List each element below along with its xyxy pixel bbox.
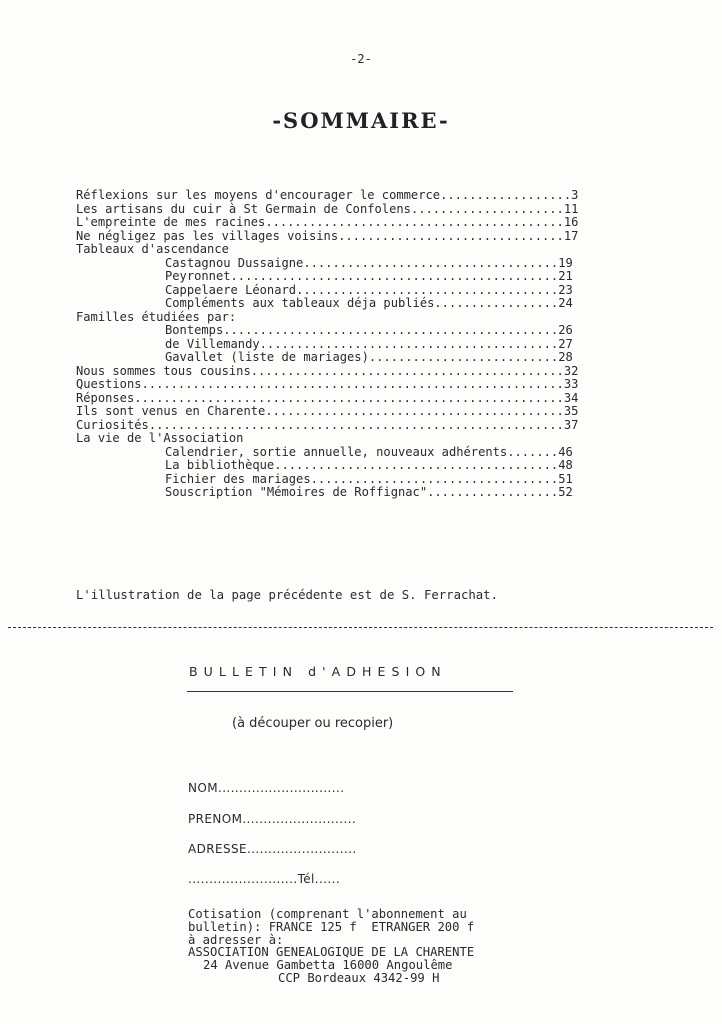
toc-entry-title: Réflexions sur les moyens d'encourager le commerce (76, 188, 441, 202)
toc-entry-title: Bontemps (165, 323, 224, 337)
dot-leader: .................................. (310, 471, 559, 486)
dot-leader: ........................................... (250, 363, 564, 378)
dot-leader: .......................... (368, 350, 559, 364)
toc-entry-title: Gavallet (liste de mariages) (165, 350, 369, 364)
cotisation-line: Cotisation (comprenant l'abonnement au (188, 907, 467, 921)
association-ccp: CCP Bordeaux 4342-99 H (278, 970, 440, 985)
toc-entry (76, 473, 616, 487)
toc-entry (76, 446, 616, 460)
toc-entry-page: 21 (558, 269, 573, 283)
toc-entry-page: 46 (558, 444, 573, 459)
dot-leader: ............................... (338, 228, 564, 243)
toc-entry-page: 51 (558, 471, 573, 486)
toc-entry (76, 405, 616, 419)
dot-leader: ................................... (303, 255, 559, 270)
toc-entry-title: de Villemandy (165, 336, 260, 351)
dot-leader: .................. (427, 485, 559, 499)
toc-entry (76, 230, 616, 244)
toc-entry-page: 24 (558, 296, 573, 310)
toc-entry-title: Compléments aux tableaux déja publiés (165, 296, 435, 310)
prenom-field: PRENOM........................... (188, 812, 357, 826)
dot-leader: .................. (440, 188, 572, 202)
toc-entry (76, 392, 616, 406)
toc-entry (76, 365, 616, 379)
toc-entry-page: 33 (563, 377, 579, 391)
toc-entry-title: Peyronnet (165, 269, 231, 283)
page-number: -2- (350, 52, 372, 66)
cotisation-block (188, 908, 548, 985)
adresse-field: ADRESSE.......................... (188, 842, 357, 856)
toc-entry-page: 37 (563, 417, 579, 432)
dot-leader: ................. (434, 296, 559, 310)
dot-leader: ............................................. (230, 269, 559, 283)
toc-entry-title: Nous sommes tous cousins (76, 363, 251, 378)
dot-leader: ........................................................... (134, 390, 564, 405)
toc-entry-title: La bibliothèque (165, 458, 275, 472)
dot-leader: ......................................... (265, 404, 564, 418)
page-title: -SOMMAIRE- (272, 108, 450, 133)
toc-entry (76, 432, 616, 446)
cotisation-line: bulletin): FRANCE 125 f ETRANGER 200 f (188, 919, 475, 934)
toc-entry (76, 324, 616, 338)
toc-entry-title: Les artisans du cuir à St Germain de Confolens (76, 201, 411, 216)
bulletin-subtitle: (à découper ou recopier) (232, 716, 394, 731)
nom-field: NOM.............................. (188, 781, 345, 795)
toc-entry (76, 351, 616, 365)
association-address: 24 Avenue Gambetta 16000 Angoulême (203, 958, 453, 973)
toc-entry-page: 28 (558, 350, 573, 364)
bulletin-title-underline (187, 691, 513, 692)
cotisation-line: à adresser à: (188, 932, 284, 947)
toc-entry-title: Castagnou Dussaigne (165, 255, 304, 270)
toc-entry-title: Souscription "Mémoires de Roffignac" (165, 485, 428, 499)
toc-entry (76, 297, 616, 311)
toc-entry (76, 216, 616, 230)
toc-entry-title: Fichier des mariages (165, 471, 311, 486)
toc-entry-page: 32 (563, 363, 579, 378)
toc-entry-page: 3 (571, 188, 579, 202)
toc-entry-page: 26 (558, 323, 573, 337)
toc-entry (76, 284, 616, 298)
dot-leader: ....... (507, 444, 559, 459)
toc-entry-title: La vie de l'Association (76, 431, 244, 445)
toc-entry-title: Ne négligez pas les villages voisins (76, 228, 339, 243)
toc-entry (76, 203, 616, 217)
toc-entry (76, 270, 616, 284)
dot-leader: ......................................................... (148, 417, 564, 432)
toc-entry (76, 243, 616, 257)
bulletin-title: BULLETIN d'ADHESION (189, 664, 447, 679)
toc-entry-title: Familles étudiées par: (76, 309, 237, 324)
tel-field: ..........................Tél...... (188, 872, 341, 886)
dot-leader: .............................................. (223, 323, 559, 337)
toc-entry-title: Questions (76, 377, 142, 391)
toc-entry-page: 23 (558, 282, 573, 297)
toc-entry-page: 35 (563, 404, 579, 418)
toc-entry-page: 17 (563, 228, 579, 243)
toc-entry-title: L'empreinte de mes racines (76, 215, 266, 229)
toc-entry-title: Cappelaere Léonard (165, 282, 297, 297)
dot-leader: ..................... (410, 201, 564, 216)
dot-leader: ......................................... (265, 215, 564, 229)
toc-entry (76, 486, 616, 500)
toc-entry (76, 419, 616, 433)
toc-entry (76, 378, 616, 392)
illustration-credit: L'illustration de la page précédente est de S. Ferrachat. (76, 588, 498, 602)
toc-entry-page: 52 (558, 485, 573, 499)
toc-entry-page: 27 (558, 336, 573, 351)
toc-entry (76, 257, 616, 271)
cut-line-divider (8, 627, 713, 628)
dot-leader: ......................................... (259, 336, 559, 351)
toc-entry-title: Calendrier, sortie annuelle, nouveaux adhérents (165, 444, 508, 459)
dot-leader: .......................................................... (141, 377, 564, 391)
toc-entry-title: Réponses (76, 390, 135, 405)
toc-entry (76, 311, 616, 325)
dot-leader: .................................... (296, 282, 559, 297)
table-of-contents (76, 189, 616, 500)
toc-entry-page: 34 (563, 390, 579, 405)
toc-entry-page: 16 (563, 215, 579, 229)
toc-entry-title: Curiosités (76, 417, 149, 432)
toc-entry (76, 459, 616, 473)
toc-entry (76, 338, 616, 352)
toc-entry-page: 48 (558, 458, 573, 472)
toc-entry-page: 11 (563, 201, 579, 216)
toc-entry-page: 19 (558, 255, 573, 270)
toc-entry-title: Ils sont venus en Charente (76, 404, 266, 418)
association-name: ASSOCIATION GENEALOGIQUE DE LA CHARENTE (188, 945, 475, 960)
toc-entry (76, 189, 616, 203)
toc-entry-title: Tableaux d'ascendance (76, 242, 229, 256)
dot-leader: ....................................... (274, 458, 559, 472)
